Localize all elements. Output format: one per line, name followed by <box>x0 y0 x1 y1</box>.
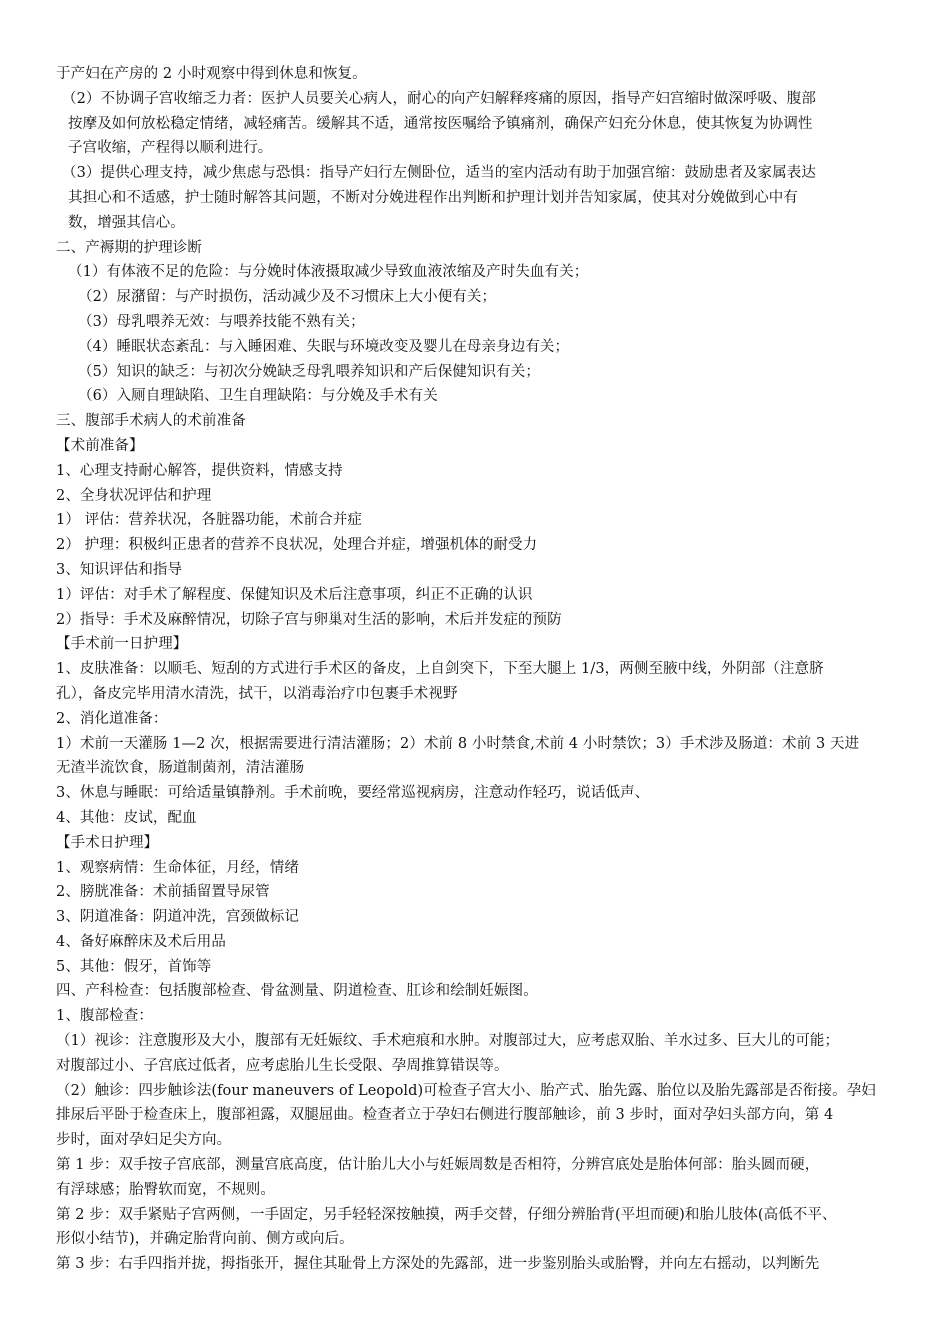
text-line: 第 2 步：双手紧贴子宫两侧，一手固定，另手轻轻深按触摸，两手交替，仔细分辨胎背(平坦而硬)和胎儿肢体(高低不平、 <box>56 1206 837 1223</box>
list-item: （5）知识的缺乏：与初次分娩缺乏母乳喂养知识和产后保健知识有关； <box>78 363 540 380</box>
text-line: （2）触诊：四步触诊法(four maneuvers of Leopold)可检查子宫大小、胎产式、胎先露、胎位以及胎先露部是否衔接。孕妇 <box>56 1082 876 1099</box>
subsection-heading: 【术前准备】 <box>56 437 144 454</box>
text-line: 1、腹部检查： <box>56 1008 153 1025</box>
text-line: 4、其他：皮试，配血 <box>56 809 197 826</box>
text-line: 子宫收缩，产程得以顺利进行。 <box>68 140 273 157</box>
text-line: 4、备好麻醉床及术后用品 <box>56 933 226 950</box>
text-line: 2、全身状况评估和护理 <box>56 487 212 504</box>
text-line: 形似小结节)，并确定胎背向前、侧方或向后。 <box>56 1231 354 1248</box>
text-line: 按摩及如何放松稳定情绪，减轻痛苦。缓解其不适，通常按医嘱给予镇痛剂，确保产妇充分休息，使其恢复为协调性 <box>68 115 813 132</box>
text-line: （3）提供心理支持，减少焦虑与恐惧：指导产妇行左侧卧位，适当的室内活动有助于加强宫缩：鼓励患者及家属表达 <box>62 165 816 182</box>
list-item: （1）有体液不足的危险：与分娩时体液摄取减少导致血液浓缩及产时失血有关； <box>68 264 589 281</box>
text-line: （1）视诊：注意腹形及大小，腹部有无妊娠纹、手术疤痕和水肿。对腹部过大，应考虑双胎、羊水过多、巨大儿的可能； <box>56 1033 840 1050</box>
text-line: 孔），备皮完毕用清水清洗，拭干，以消毒治疗巾包裹手术视野 <box>56 685 458 702</box>
text-line: 数，增强其信心。 <box>68 214 185 231</box>
text-line: 有浮球感；胎臀软而宽，不规则。 <box>56 1181 275 1198</box>
text-line: 1、观察病情：生命体征，月经，情绪 <box>56 859 299 876</box>
section-heading: 二、产褥期的护理诊断 <box>56 239 202 256</box>
text-line: （2）不协调子宫收缩乏力者：医护人员要关心病人，耐心的向产妇解释疼痛的原因，指导产妇宫缩时做深呼吸、腹部 <box>62 90 816 107</box>
text-line: 1） 评估：营养状况，各脏器功能，术前合并症 <box>56 512 363 529</box>
text-line: 排尿后平卧于检查床上，腹部袒露，双腿屈曲。检查者立于孕妇右侧进行腹部触诊，前 3 步时，面对孕妇头部方向，第 4 <box>56 1107 834 1124</box>
text-line: 2、膀胱准备：术前插留置导尿管 <box>56 884 270 901</box>
list-item: （4）睡眠状态紊乱：与入睡困难、失眠与环境改变及婴儿在母亲身边有关； <box>78 338 570 355</box>
text-line: 步时，面对孕妇足尖方向。 <box>56 1132 232 1149</box>
subsection-heading: 【手术前一日护理】 <box>56 636 188 653</box>
list-item: （6）入厕自理缺陷、卫生自理缺陷：与分娩及手术有关 <box>78 388 438 405</box>
list-item: （3）母乳喂养无效：与喂养技能不熟有关； <box>78 313 365 330</box>
text-line: 2）指导：手术及麻醉情况，切除子宫与卵巢对生活的影响，术后并发症的预防 <box>56 611 562 628</box>
text-line: 1）评估：对手术了解程度、保健知识及术后注意事项，纠正不正确的认识 <box>56 586 533 603</box>
text-line: 第 1 步：双手按子宫底部，测量宫底高度，估计胎儿大小与妊娠周数是否相符，分辨宫底处是胎体何部：胎头圆而硬， <box>56 1157 820 1174</box>
text-line: 2、消化道准备： <box>56 710 168 727</box>
list-item: （2）尿潴留：与产时损伤，活动减少及不习惯床上大小便有关； <box>78 289 497 306</box>
subsection-heading: 【手术日护理】 <box>56 834 159 851</box>
text-line: 1）术前一天灌肠 1—2 次，根据需要进行清洁灌肠；2）术前 8 小时禁食,术前 4 小时禁饮；3）手术涉及肠道：术前 3 天进 <box>56 735 860 752</box>
text-line: 5、其他：假牙，首饰等 <box>56 958 212 975</box>
section-heading: 四、产科检查：包括腹部检查、骨盆测量、阴道检查、肛诊和绘制妊娠图。 <box>56 983 538 1000</box>
section-heading: 三、腹部手术病人的术前准备 <box>56 413 246 430</box>
text-line: 其担心和不适感，护士随时解答其问题，不断对分娩进程作出判断和护理计划并告知家属，使其对分娩做到心中有 <box>68 189 798 206</box>
text-line: 对腹部过小、子宫底过低者，应考虑胎儿生长受限、孕周推算错误等。 <box>56 1057 509 1074</box>
text-line: 3、阴道准备：阴道冲洗，宫颈做标记 <box>56 909 299 926</box>
text-line: 3、知识评估和指导 <box>56 561 183 578</box>
text-line: 1、心理支持耐心解答，提供资料，情感支持 <box>56 462 343 479</box>
text-line: 2） 护理：积极纠正患者的营养不良状况，处理合并症，增强机体的耐受力 <box>56 537 538 554</box>
text-line: 第 3 步：右手四指并拢，拇指张开，握住其耻骨上方深处的先露部，进一步鉴别胎头或胎臀，并向左右摇动，以判断先 <box>56 1256 820 1273</box>
text-line: 1、皮肤准备：以顺毛、短刮的方式进行手术区的备皮，上自剑突下，下至大腿上 1/3，两侧至腋中线，外阴部（注意脐 <box>56 661 824 678</box>
text-line: 无渣半流饮食，肠道制菌剂，清洁灌肠 <box>56 760 305 777</box>
text-line: 于产妇在产房的 2 小时观察中得到休息和恢复。 <box>56 66 367 82</box>
text-line: 3、休息与睡眠：可给适量镇静剂。手术前晚，要经常巡视病房，注意动作轻巧，说话低声、 <box>56 785 650 802</box>
